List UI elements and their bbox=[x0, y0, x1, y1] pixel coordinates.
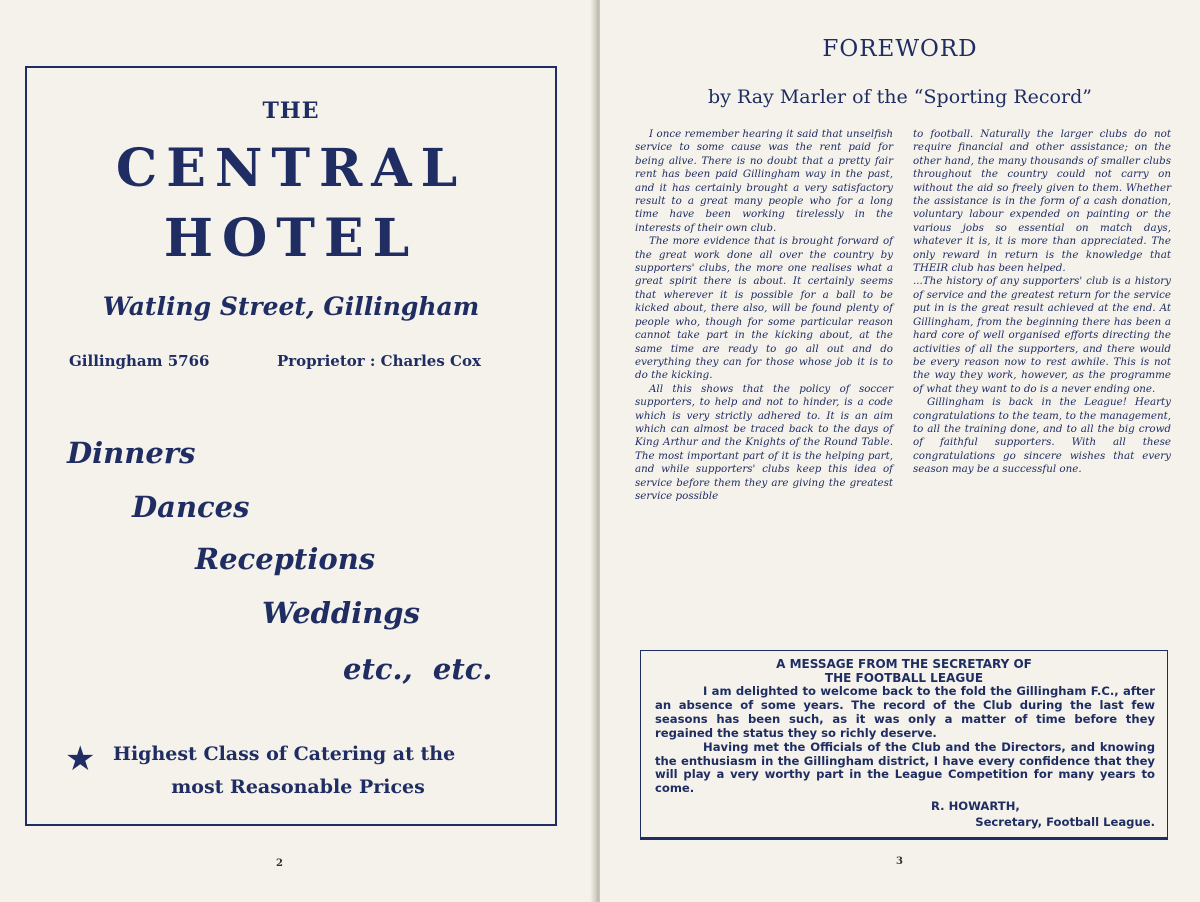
foreword-paragraph: Gillingham is back in the League! Hearty congratulations to the team, to the management, to all the training done, and to all the big crowd of faithful supporters. With all these congratulations go sincere wishes that every season may be a successful one. bbox=[913, 396, 1171, 476]
ad-proprietor: Proprietor : Charles Cox bbox=[277, 352, 481, 370]
message-signature: R. HOWARTH, bbox=[931, 799, 1020, 813]
ad-service-weddings: Weddings bbox=[262, 596, 420, 630]
foreword-paragraph: to football. Naturally the larger clubs do not require financial and other assistance; on the other hand, the many thousands of smaller clubs throughout the country could not carry on without the aid so freely given to them. Whether the assistance is in the form of a cash donation, voluntary labour expended on painting or the various jobs so essential on match days, whatever it is, it is more than appreciated. The only reward in return is the knowledge that THEIR club has been helped. bbox=[913, 128, 1171, 275]
ad-service-dances: Dances bbox=[132, 490, 250, 524]
page-number-left: 2 bbox=[276, 858, 283, 869]
message-paragraph: I am delighted to welcome back to the fold the Gillingham F.C., after an absence of some years. The record of the Club during the last few seasons has been such, as it was only a matter of time before they regained the status they so richly deserve. bbox=[655, 684, 1155, 740]
star-icon: ★ bbox=[65, 739, 96, 779]
page-number-right: 3 bbox=[896, 856, 903, 867]
ad-phone: Gillingham 5766 bbox=[69, 352, 210, 370]
foreword-paragraph: ...The history of any supporters' club is a history of service and the greatest return for the service put in is the great result achieved at the end. At Gillingham, from the beginning there has been a hard core of well organised efforts directing the activities of all the supporters, and there would be every reason now to rest awhile. This is not the way they work, however, as the programme of what they want to do is a never ending one. bbox=[913, 275, 1171, 395]
ad-slogan-line-1: Highest Class of Catering at the bbox=[113, 743, 456, 765]
foreword-paragraph: All this shows that the policy of soccer supporters, to help and not to hinder, is a code which is very strictly adhered to. It is an aim which can almost be traced back to the days of King Arthur and the Knights of the Round Table. The most important part of it is the helping part, and while supporters' clubs keep this idea of service before them they are giving the greatest service possible bbox=[635, 382, 893, 502]
foreword-subtitle: by Ray Marler of the “Sporting Record” bbox=[708, 86, 1092, 108]
ad-the: THE bbox=[262, 98, 320, 124]
ad-service-etc: etc., etc. bbox=[343, 652, 493, 686]
foreword-column-right bbox=[913, 128, 1171, 477]
ad-service-receptions: Receptions bbox=[195, 542, 376, 576]
foreword-paragraph: I once remember hearing it said that unselfish service to some cause was the rent paid for being alive. There is no doubt that a pretty fair rent has been paid Gillingham way in the past, and it has certainly brought a very satisfactory result to a great many people who for a long time have been working tirelessly in the interests of their own club. bbox=[635, 128, 893, 234]
message-role: Secretary, Football League. bbox=[975, 815, 1155, 829]
message-title-line-1: A MESSAGE FROM THE SECRETARY OF bbox=[776, 657, 1032, 671]
foreword-column-left bbox=[635, 128, 893, 503]
ad-address: Watling Street, Gillingham bbox=[102, 292, 480, 321]
ad-slogan-line-2: most Reasonable Prices bbox=[171, 776, 425, 798]
message-body bbox=[655, 685, 1155, 796]
message-paragraph: Having met the Officials of the Club and the Directors, and knowing the enthusiasm in the Gillingham district, I have every confidence that they will play a very worthy part in the League Competition for many years to come. bbox=[655, 739, 1155, 796]
hotel-advertisement bbox=[25, 66, 557, 826]
left-page bbox=[0, 0, 596, 902]
foreword-title: FOREWORD bbox=[822, 36, 978, 62]
ad-service-dinners: Dinners bbox=[67, 436, 196, 470]
right-page bbox=[600, 0, 1200, 902]
ad-hotel-name-line-1: CENTRAL bbox=[115, 138, 467, 199]
league-secretary-message bbox=[640, 650, 1168, 840]
ad-hotel-name-line-2: HOTEL bbox=[163, 208, 419, 269]
message-title-line-2: THE FOOTBALL LEAGUE bbox=[824, 671, 984, 685]
foreword-paragraph: The more evidence that is brought forward of the great work done all over the country by supporters' clubs, the more one realises what a great spirit there is about. It certainly seems that wherever it is possible for a ball to be kicked about, there also, will be found plenty of people who, though for some particular reason cannot take part in the kicking about, at the same time are ready to go all out and do everything they can for those whose job it is to do the kicking. bbox=[635, 235, 893, 382]
